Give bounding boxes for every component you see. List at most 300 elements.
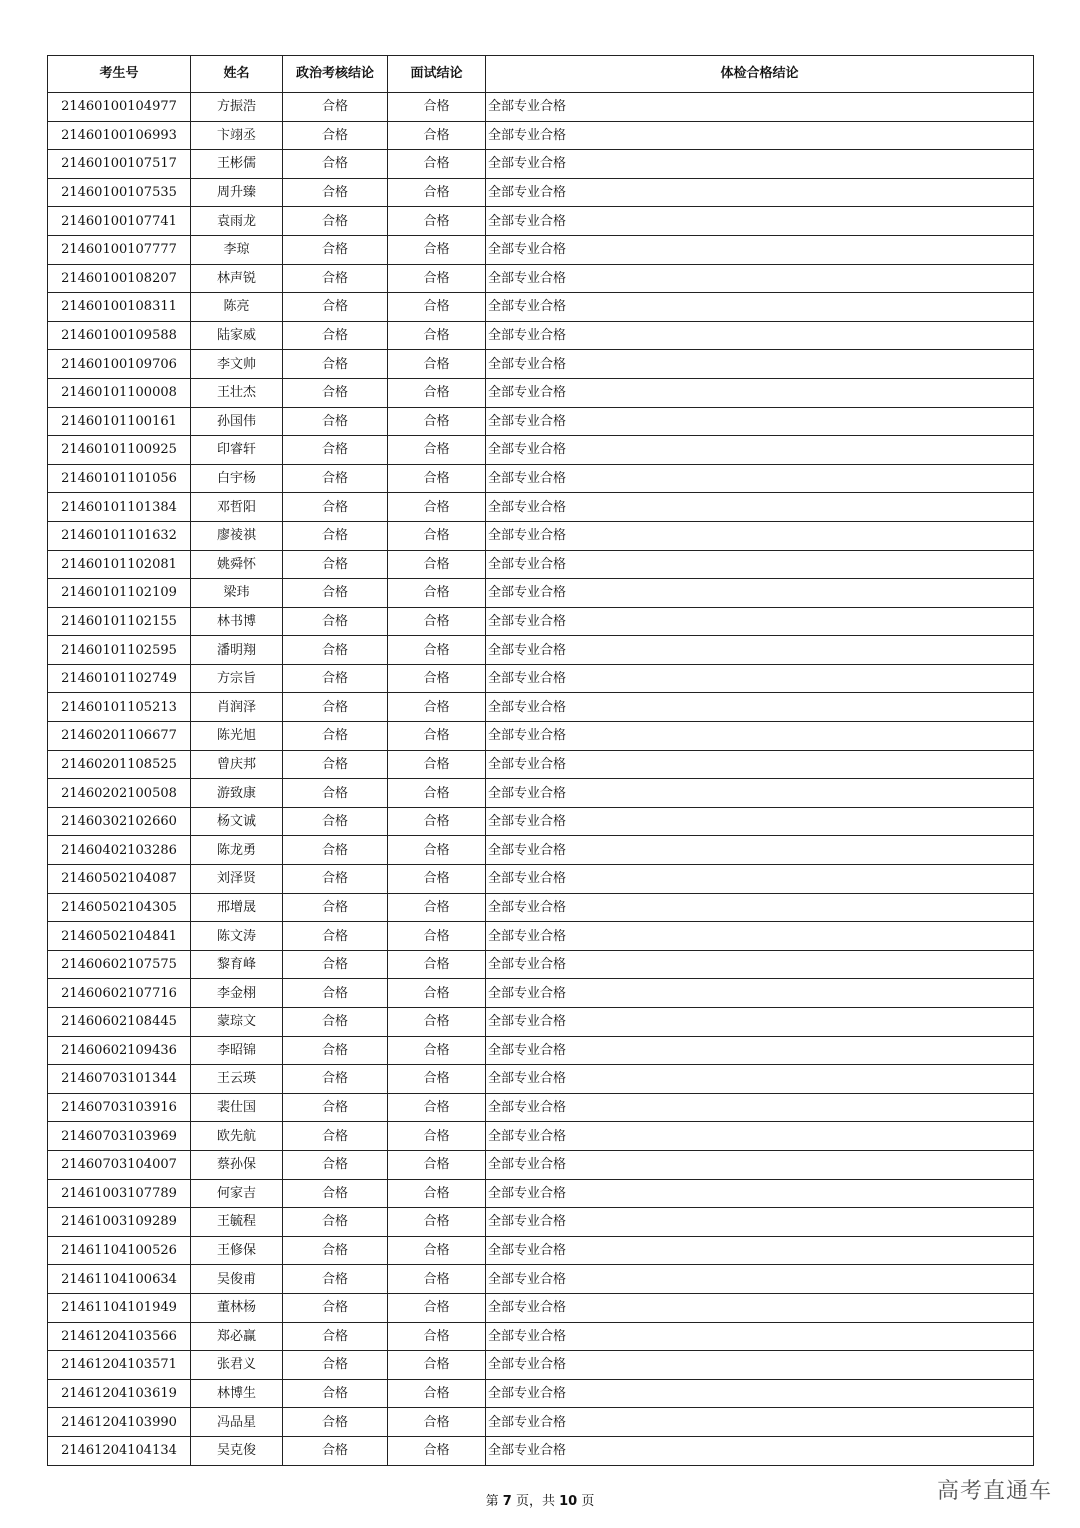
physical-exam-cell: 全部专业合格 <box>486 378 1034 407</box>
header-exam-number: 考生号 <box>48 56 191 93</box>
physical-exam-cell: 全部专业合格 <box>486 1351 1034 1380</box>
table-row <box>48 636 1034 665</box>
name-cell: 欧先航 <box>191 1122 283 1151</box>
political-review-cell: 合格 <box>283 1265 388 1294</box>
physical-exam-cell: 全部专业合格 <box>486 950 1034 979</box>
physical-exam-cell: 全部专业合格 <box>486 1293 1034 1322</box>
physical-exam-cell: 全部专业合格 <box>486 1436 1034 1465</box>
table-row <box>48 1179 1034 1208</box>
physical-exam-cell: 全部专业合格 <box>486 922 1034 951</box>
table-row <box>48 150 1034 179</box>
physical-exam-cell: 全部专业合格 <box>486 979 1034 1008</box>
name-cell: 袁雨龙 <box>191 207 283 236</box>
interview-cell: 合格 <box>388 1236 486 1265</box>
exam-number-cell: 21461104100526 <box>48 1236 191 1265</box>
name-cell: 何家吉 <box>191 1179 283 1208</box>
political-review-cell: 合格 <box>283 807 388 836</box>
table-row <box>48 779 1034 808</box>
political-review-cell: 合格 <box>283 1065 388 1094</box>
physical-exam-cell: 全部专业合格 <box>486 1208 1034 1237</box>
political-review-cell: 合格 <box>283 350 388 379</box>
footer-suffix: 页 <box>581 1494 595 1509</box>
name-cell: 潘明翔 <box>191 636 283 665</box>
political-review-cell: 合格 <box>283 1208 388 1237</box>
physical-exam-cell: 全部专业合格 <box>486 121 1034 150</box>
political-review-cell: 合格 <box>283 407 388 436</box>
interview-cell: 合格 <box>388 1150 486 1179</box>
name-cell: 白宇杨 <box>191 464 283 493</box>
interview-cell: 合格 <box>388 93 486 122</box>
interview-cell: 合格 <box>388 1065 486 1094</box>
table-row <box>48 865 1034 894</box>
interview-cell: 合格 <box>388 1408 486 1437</box>
political-review-cell: 合格 <box>283 436 388 465</box>
interview-cell: 合格 <box>388 950 486 979</box>
physical-exam-cell: 全部专业合格 <box>486 178 1034 207</box>
page-footer <box>0 1490 1080 1509</box>
interview-cell: 合格 <box>388 636 486 665</box>
interview-cell: 合格 <box>388 1322 486 1351</box>
physical-exam-cell: 全部专业合格 <box>486 207 1034 236</box>
name-cell: 蒙琮文 <box>191 1008 283 1037</box>
name-cell: 李昭锦 <box>191 1036 283 1065</box>
exam-number-cell: 21461104101949 <box>48 1293 191 1322</box>
table-row <box>48 807 1034 836</box>
table-row <box>48 893 1034 922</box>
name-cell: 林书博 <box>191 607 283 636</box>
exam-number-cell: 21460101100161 <box>48 407 191 436</box>
exam-number-cell: 21460502104841 <box>48 922 191 951</box>
interview-cell: 合格 <box>388 1179 486 1208</box>
political-review-cell: 合格 <box>283 693 388 722</box>
name-cell: 周升臻 <box>191 178 283 207</box>
name-cell: 陈龙勇 <box>191 836 283 865</box>
physical-exam-cell: 全部专业合格 <box>486 1408 1034 1437</box>
name-cell: 张君义 <box>191 1351 283 1380</box>
table-row <box>48 1065 1034 1094</box>
physical-exam-cell: 全部专业合格 <box>486 865 1034 894</box>
table-row <box>48 1379 1034 1408</box>
name-cell: 邢增晟 <box>191 893 283 922</box>
interview-cell: 合格 <box>388 693 486 722</box>
interview-cell: 合格 <box>388 550 486 579</box>
exam-number-cell: 21460602107575 <box>48 950 191 979</box>
exam-number-cell: 21460202100508 <box>48 779 191 808</box>
exam-number-cell: 21460100107517 <box>48 150 191 179</box>
political-review-cell: 合格 <box>283 464 388 493</box>
header-interview: 面试结论 <box>388 56 486 93</box>
interview-cell: 合格 <box>388 1436 486 1465</box>
name-cell: 吴克俊 <box>191 1436 283 1465</box>
exam-number-cell: 21460402103286 <box>48 836 191 865</box>
footer-middle: 页，共 <box>515 1494 555 1509</box>
physical-exam-cell: 全部专业合格 <box>486 350 1034 379</box>
political-review-cell: 合格 <box>283 836 388 865</box>
name-cell: 王毓程 <box>191 1208 283 1237</box>
political-review-cell: 合格 <box>283 1408 388 1437</box>
political-review-cell: 合格 <box>283 1036 388 1065</box>
interview-cell: 合格 <box>388 664 486 693</box>
exam-number-cell: 21460100107741 <box>48 207 191 236</box>
physical-exam-cell: 全部专业合格 <box>486 750 1034 779</box>
physical-exam-cell: 全部专业合格 <box>486 293 1034 322</box>
interview-cell: 合格 <box>388 579 486 608</box>
table-row <box>48 407 1034 436</box>
interview-cell: 合格 <box>388 378 486 407</box>
table-row <box>48 378 1034 407</box>
political-review-cell: 合格 <box>283 521 388 550</box>
physical-exam-cell: 全部专业合格 <box>486 722 1034 751</box>
table-row <box>48 664 1034 693</box>
exam-number-cell: 21460703101344 <box>48 1065 191 1094</box>
name-cell: 黎育峰 <box>191 950 283 979</box>
name-cell: 陈亮 <box>191 293 283 322</box>
exam-number-cell: 21461204103566 <box>48 1322 191 1351</box>
name-cell: 董林杨 <box>191 1293 283 1322</box>
exam-number-cell: 21461204103571 <box>48 1351 191 1380</box>
exam-number-cell: 21460502104305 <box>48 893 191 922</box>
physical-exam-cell: 全部专业合格 <box>486 321 1034 350</box>
table-row <box>48 493 1034 522</box>
physical-exam-cell: 全部专业合格 <box>486 93 1034 122</box>
table-row <box>48 436 1034 465</box>
table-row <box>48 979 1034 1008</box>
physical-exam-cell: 全部专业合格 <box>486 1179 1034 1208</box>
table-row <box>48 264 1034 293</box>
interview-cell: 合格 <box>388 1008 486 1037</box>
interview-cell: 合格 <box>388 1265 486 1294</box>
political-review-cell: 合格 <box>283 893 388 922</box>
table-row <box>48 207 1034 236</box>
exam-number-cell: 21460100108207 <box>48 264 191 293</box>
name-cell: 梁玮 <box>191 579 283 608</box>
exam-number-cell: 21460602108445 <box>48 1008 191 1037</box>
interview-cell: 合格 <box>388 922 486 951</box>
exam-number-cell: 21460101105213 <box>48 693 191 722</box>
physical-exam-cell: 全部专业合格 <box>486 893 1034 922</box>
table-row <box>48 521 1034 550</box>
exam-number-cell: 21460100106993 <box>48 121 191 150</box>
political-review-cell: 合格 <box>283 950 388 979</box>
name-cell: 蔡孙保 <box>191 1150 283 1179</box>
table-row <box>48 464 1034 493</box>
physical-exam-cell: 全部专业合格 <box>486 464 1034 493</box>
political-review-cell: 合格 <box>283 865 388 894</box>
table-body <box>48 93 1034 1466</box>
table-row <box>48 1036 1034 1065</box>
political-review-cell: 合格 <box>283 1236 388 1265</box>
exam-number-cell: 21460101101632 <box>48 521 191 550</box>
political-review-cell: 合格 <box>283 1322 388 1351</box>
name-cell: 印睿轩 <box>191 436 283 465</box>
interview-cell: 合格 <box>388 722 486 751</box>
physical-exam-cell: 全部专业合格 <box>486 1150 1034 1179</box>
exam-number-cell: 21460101100008 <box>48 378 191 407</box>
name-cell: 冯品星 <box>191 1408 283 1437</box>
exam-number-cell: 21460602107716 <box>48 979 191 1008</box>
exam-number-cell: 21461003107789 <box>48 1179 191 1208</box>
table-row <box>48 1408 1034 1437</box>
table-row <box>48 722 1034 751</box>
exam-number-cell: 21460101100925 <box>48 436 191 465</box>
interview-cell: 合格 <box>388 407 486 436</box>
name-cell: 姚舜怀 <box>191 550 283 579</box>
political-review-cell: 合格 <box>283 264 388 293</box>
exam-number-cell: 21460101101056 <box>48 464 191 493</box>
physical-exam-cell: 全部专业合格 <box>486 1065 1034 1094</box>
interview-cell: 合格 <box>388 979 486 1008</box>
political-review-cell: 合格 <box>283 1436 388 1465</box>
physical-exam-cell: 全部专业合格 <box>486 693 1034 722</box>
header-political-review: 政治考核结论 <box>283 56 388 93</box>
table-row <box>48 1008 1034 1037</box>
interview-cell: 合格 <box>388 1293 486 1322</box>
exam-number-cell: 21460100109706 <box>48 350 191 379</box>
table-row <box>48 836 1034 865</box>
interview-cell: 合格 <box>388 865 486 894</box>
table-row <box>48 1351 1034 1380</box>
interview-cell: 合格 <box>388 293 486 322</box>
political-review-cell: 合格 <box>283 550 388 579</box>
name-cell: 曾庆邦 <box>191 750 283 779</box>
political-review-cell: 合格 <box>283 636 388 665</box>
interview-cell: 合格 <box>388 235 486 264</box>
exam-number-cell: 21460302102660 <box>48 807 191 836</box>
exam-number-cell: 21460201106677 <box>48 722 191 751</box>
physical-exam-cell: 全部专业合格 <box>486 779 1034 808</box>
table-row <box>48 922 1034 951</box>
table-row <box>48 93 1034 122</box>
physical-exam-cell: 全部专业合格 <box>486 1008 1034 1037</box>
physical-exam-cell: 全部专业合格 <box>486 607 1034 636</box>
interview-cell: 合格 <box>388 178 486 207</box>
political-review-cell: 合格 <box>283 378 388 407</box>
political-review-cell: 合格 <box>283 493 388 522</box>
table-header-row <box>48 56 1034 93</box>
name-cell: 王修保 <box>191 1236 283 1265</box>
name-cell: 方振浩 <box>191 93 283 122</box>
name-cell: 王彬儒 <box>191 150 283 179</box>
name-cell: 王云瑛 <box>191 1065 283 1094</box>
table-row <box>48 121 1034 150</box>
interview-cell: 合格 <box>388 464 486 493</box>
interview-cell: 合格 <box>388 321 486 350</box>
exam-number-cell: 21461204103619 <box>48 1379 191 1408</box>
results-table <box>47 55 1034 1466</box>
header-physical-exam: 体检合格结论 <box>486 56 1034 93</box>
table-row <box>48 1150 1034 1179</box>
name-cell: 刘泽贤 <box>191 865 283 894</box>
table-row <box>48 1293 1034 1322</box>
interview-cell: 合格 <box>388 1093 486 1122</box>
physical-exam-cell: 全部专业合格 <box>486 579 1034 608</box>
table-row <box>48 1436 1034 1465</box>
physical-exam-cell: 全部专业合格 <box>486 1322 1034 1351</box>
interview-cell: 合格 <box>388 121 486 150</box>
physical-exam-cell: 全部专业合格 <box>486 664 1034 693</box>
exam-number-cell: 21460703103916 <box>48 1093 191 1122</box>
name-cell: 杨文诚 <box>191 807 283 836</box>
physical-exam-cell: 全部专业合格 <box>486 807 1034 836</box>
political-review-cell: 合格 <box>283 93 388 122</box>
name-cell: 孙国伟 <box>191 407 283 436</box>
political-review-cell: 合格 <box>283 1093 388 1122</box>
table-row <box>48 350 1034 379</box>
political-review-cell: 合格 <box>283 779 388 808</box>
table-row <box>48 1322 1034 1351</box>
political-review-cell: 合格 <box>283 1179 388 1208</box>
political-review-cell: 合格 <box>283 922 388 951</box>
physical-exam-cell: 全部专业合格 <box>486 150 1034 179</box>
name-cell: 林博生 <box>191 1379 283 1408</box>
exam-number-cell: 21460101102109 <box>48 579 191 608</box>
interview-cell: 合格 <box>388 493 486 522</box>
political-review-cell: 合格 <box>283 207 388 236</box>
name-cell: 李文帅 <box>191 350 283 379</box>
political-review-cell: 合格 <box>283 1150 388 1179</box>
table-row <box>48 178 1034 207</box>
interview-cell: 合格 <box>388 1351 486 1380</box>
exam-number-cell: 21460101102155 <box>48 607 191 636</box>
physical-exam-cell: 全部专业合格 <box>486 550 1034 579</box>
physical-exam-cell: 全部专业合格 <box>486 836 1034 865</box>
interview-cell: 合格 <box>388 1036 486 1065</box>
name-cell: 李金栩 <box>191 979 283 1008</box>
physical-exam-cell: 全部专业合格 <box>486 1122 1034 1151</box>
interview-cell: 合格 <box>388 207 486 236</box>
physical-exam-cell: 全部专业合格 <box>486 521 1034 550</box>
name-cell: 游致康 <box>191 779 283 808</box>
name-cell: 林声锐 <box>191 264 283 293</box>
exam-number-cell: 21460100108311 <box>48 293 191 322</box>
physical-exam-cell: 全部专业合格 <box>486 636 1034 665</box>
physical-exam-cell: 全部专业合格 <box>486 235 1034 264</box>
name-cell: 吴俊甫 <box>191 1265 283 1294</box>
interview-cell: 合格 <box>388 264 486 293</box>
table-row <box>48 1122 1034 1151</box>
political-review-cell: 合格 <box>283 1351 388 1380</box>
table-row <box>48 750 1034 779</box>
physical-exam-cell: 全部专业合格 <box>486 1036 1034 1065</box>
table-row <box>48 693 1034 722</box>
table-row <box>48 1236 1034 1265</box>
political-review-cell: 合格 <box>283 293 388 322</box>
physical-exam-cell: 全部专业合格 <box>486 1093 1034 1122</box>
physical-exam-cell: 全部专业合格 <box>486 1265 1034 1294</box>
political-review-cell: 合格 <box>283 579 388 608</box>
political-review-cell: 合格 <box>283 750 388 779</box>
exam-number-cell: 21461104100634 <box>48 1265 191 1294</box>
interview-cell: 合格 <box>388 836 486 865</box>
interview-cell: 合格 <box>388 521 486 550</box>
interview-cell: 合格 <box>388 893 486 922</box>
political-review-cell: 合格 <box>283 1008 388 1037</box>
political-review-cell: 合格 <box>283 664 388 693</box>
physical-exam-cell: 全部专业合格 <box>486 264 1034 293</box>
physical-exam-cell: 全部专业合格 <box>486 436 1034 465</box>
political-review-cell: 合格 <box>283 1293 388 1322</box>
political-review-cell: 合格 <box>283 178 388 207</box>
interview-cell: 合格 <box>388 436 486 465</box>
exam-number-cell: 21460703104007 <box>48 1150 191 1179</box>
header-name: 姓名 <box>191 56 283 93</box>
table-row <box>48 293 1034 322</box>
exam-number-cell: 21461204104134 <box>48 1436 191 1465</box>
political-review-cell: 合格 <box>283 607 388 636</box>
physical-exam-cell: 全部专业合格 <box>486 493 1034 522</box>
name-cell: 廖祾祺 <box>191 521 283 550</box>
political-review-cell: 合格 <box>283 1122 388 1151</box>
physical-exam-cell: 全部专业合格 <box>486 1236 1034 1265</box>
political-review-cell: 合格 <box>283 321 388 350</box>
political-review-cell: 合格 <box>283 979 388 1008</box>
table-row <box>48 550 1034 579</box>
exam-number-cell: 21460703103969 <box>48 1122 191 1151</box>
table-row <box>48 321 1034 350</box>
exam-number-cell: 21460101102595 <box>48 636 191 665</box>
name-cell: 陈光旭 <box>191 722 283 751</box>
interview-cell: 合格 <box>388 607 486 636</box>
name-cell: 郑必赢 <box>191 1322 283 1351</box>
exam-number-cell: 21460100107535 <box>48 178 191 207</box>
exam-number-cell: 21460100109588 <box>48 321 191 350</box>
name-cell: 方宗旨 <box>191 664 283 693</box>
watermark-text: 高考直通车 <box>936 1479 1052 1504</box>
name-cell: 裴仕国 <box>191 1093 283 1122</box>
name-cell: 邓哲阳 <box>191 493 283 522</box>
political-review-cell: 合格 <box>283 1379 388 1408</box>
table-row <box>48 235 1034 264</box>
table-row <box>48 579 1034 608</box>
table-row <box>48 1265 1034 1294</box>
total-page-number: 10 <box>559 1494 578 1509</box>
exam-number-cell: 21460100104977 <box>48 93 191 122</box>
name-cell: 李琼 <box>191 235 283 264</box>
political-review-cell: 合格 <box>283 235 388 264</box>
exam-number-cell: 21460502104087 <box>48 865 191 894</box>
interview-cell: 合格 <box>388 750 486 779</box>
interview-cell: 合格 <box>388 1122 486 1151</box>
name-cell: 卞翊丞 <box>191 121 283 150</box>
footer-prefix: 第 <box>485 1494 499 1509</box>
interview-cell: 合格 <box>388 1379 486 1408</box>
political-review-cell: 合格 <box>283 121 388 150</box>
exam-number-cell: 21460201108525 <box>48 750 191 779</box>
interview-cell: 合格 <box>388 350 486 379</box>
name-cell: 王壮杰 <box>191 378 283 407</box>
table-row <box>48 950 1034 979</box>
name-cell: 陆家威 <box>191 321 283 350</box>
exam-number-cell: 21461204103990 <box>48 1408 191 1437</box>
exam-number-cell: 21460101101384 <box>48 493 191 522</box>
name-cell: 陈文涛 <box>191 922 283 951</box>
current-page-number: 7 <box>502 1494 512 1509</box>
exam-number-cell: 21461003109289 <box>48 1208 191 1237</box>
political-review-cell: 合格 <box>283 722 388 751</box>
exam-number-cell: 21460602109436 <box>48 1036 191 1065</box>
interview-cell: 合格 <box>388 807 486 836</box>
interview-cell: 合格 <box>388 150 486 179</box>
table-row <box>48 1093 1034 1122</box>
political-review-cell: 合格 <box>283 150 388 179</box>
table-row <box>48 1208 1034 1237</box>
interview-cell: 合格 <box>388 1208 486 1237</box>
physical-exam-cell: 全部专业合格 <box>486 1379 1034 1408</box>
physical-exam-cell: 全部专业合格 <box>486 407 1034 436</box>
name-cell: 肖润泽 <box>191 693 283 722</box>
exam-number-cell: 21460101102749 <box>48 664 191 693</box>
exam-number-cell: 21460100107777 <box>48 235 191 264</box>
